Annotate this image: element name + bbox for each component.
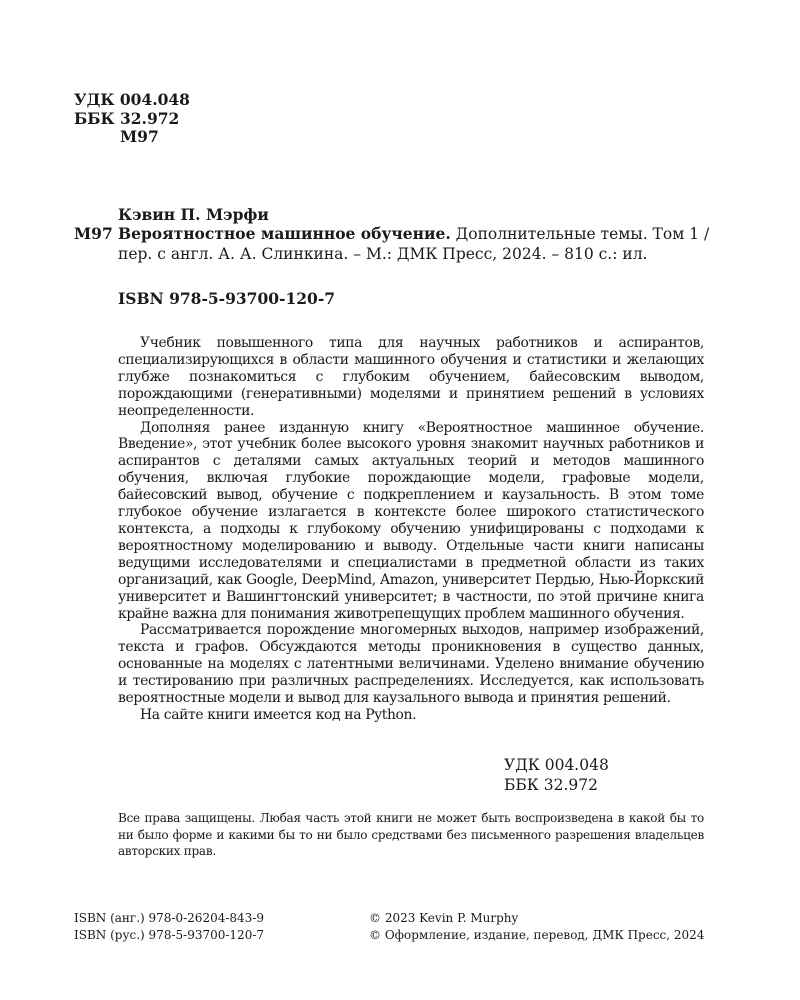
book-details: Дополнительные темы. Том 1 / пер. с англ. А. А. Слинкина. – М.: ДМК Пресс, 2024. – 810 с.: ил. (118, 225, 710, 263)
isbn-list (74, 910, 264, 943)
bbk-code: ББК 32.972 (74, 108, 180, 128)
author-mark: М97 (120, 127, 159, 146)
rights-notice: Все права защищены. Любая часть этой книги не может быть воспроизведена в какой бы то ни было форме и какими бы то ни было средствами без письменного разрешения владельцев авторских прав. (118, 811, 704, 858)
annotation-paragraph: Дополняя ранее изданную книгу «Вероятностное машинное обучение. Введение», этот учебник более высокого уровня знакомит научных работников и аспирантов с деталями самых актуальных теорий и методов машинного обучения, включая глубокие порождающие модели, графовые модели, байесовский вывод, обучение с подкреплением и каузальность. В этом томе глубокое обучение излагается в контексте более широкого статистического контекста, а подходы к глубокому обучению унифицированы с подходами к вероятностному моделированию и выводу. Отдельные части книги написаны ведущими исследователями и специалистами в предметной области из таких организаций, как Google, DeepMind, Amazon, университет Пердью, Нью-Йоркский университет и Вашингтонский университет; в частности, по этой причине книга крайне важна для понимания животрепещущих проблем машинного обучения. (118, 419, 704, 622)
isbn-original: ISBN (анг.) 978-0-26204-843-9 (74, 911, 264, 925)
book-title: Вероятностное машинное обучение. (118, 224, 451, 243)
isbn-russian: ISBN (рус.) 978-5-93700-120-7 (74, 927, 265, 942)
udk-code-bottom: УДК 004.048 (504, 756, 609, 774)
copyright-publisher: © Оформление, издание, перевод, ДМК Пресс, 2024 (369, 927, 705, 942)
classification-bottom (504, 756, 609, 795)
annotation (118, 335, 704, 724)
copyright-list (369, 910, 704, 943)
annotation-paragraph: Рассматривается порождение многомерных выходов, например изображений, текста и графов. Обсуждаются методы проникновения в существо данных, основанные на моделях с латентными величинами. Уделено внимание обучению и тестированию при различных распределениях. Исследуется, как использовать вероятностные модели и вывод для каузального вывода и принятия решений. (118, 622, 704, 707)
isbn-main: ISBN 978-5-93700-120-7 (118, 289, 336, 308)
annotation-paragraph: Учебник повышенного типа для научных работников и аспирантов, специализирующихся в области машинного обучения и статистики и желающих глубже познакомиться с глубоким обучением, байесовским выводом, порождающими (генеративными) моделями и принятием решений в условиях неопределенности. (118, 335, 704, 419)
bibliographic-record (118, 224, 710, 264)
copyright-author: © 2023 Kevin P. Murphy (369, 911, 519, 925)
classification-block (74, 91, 190, 147)
author-name: Кэвин П. Мэрфи (118, 205, 269, 224)
bbk-code-bottom: ББК 32.972 (504, 775, 598, 794)
udk-code: УДК 004.048 (74, 90, 190, 109)
author-mark-record: М97 (74, 224, 113, 243)
annotation-paragraph: На сайте книги имеется код на Python. (140, 706, 417, 723)
